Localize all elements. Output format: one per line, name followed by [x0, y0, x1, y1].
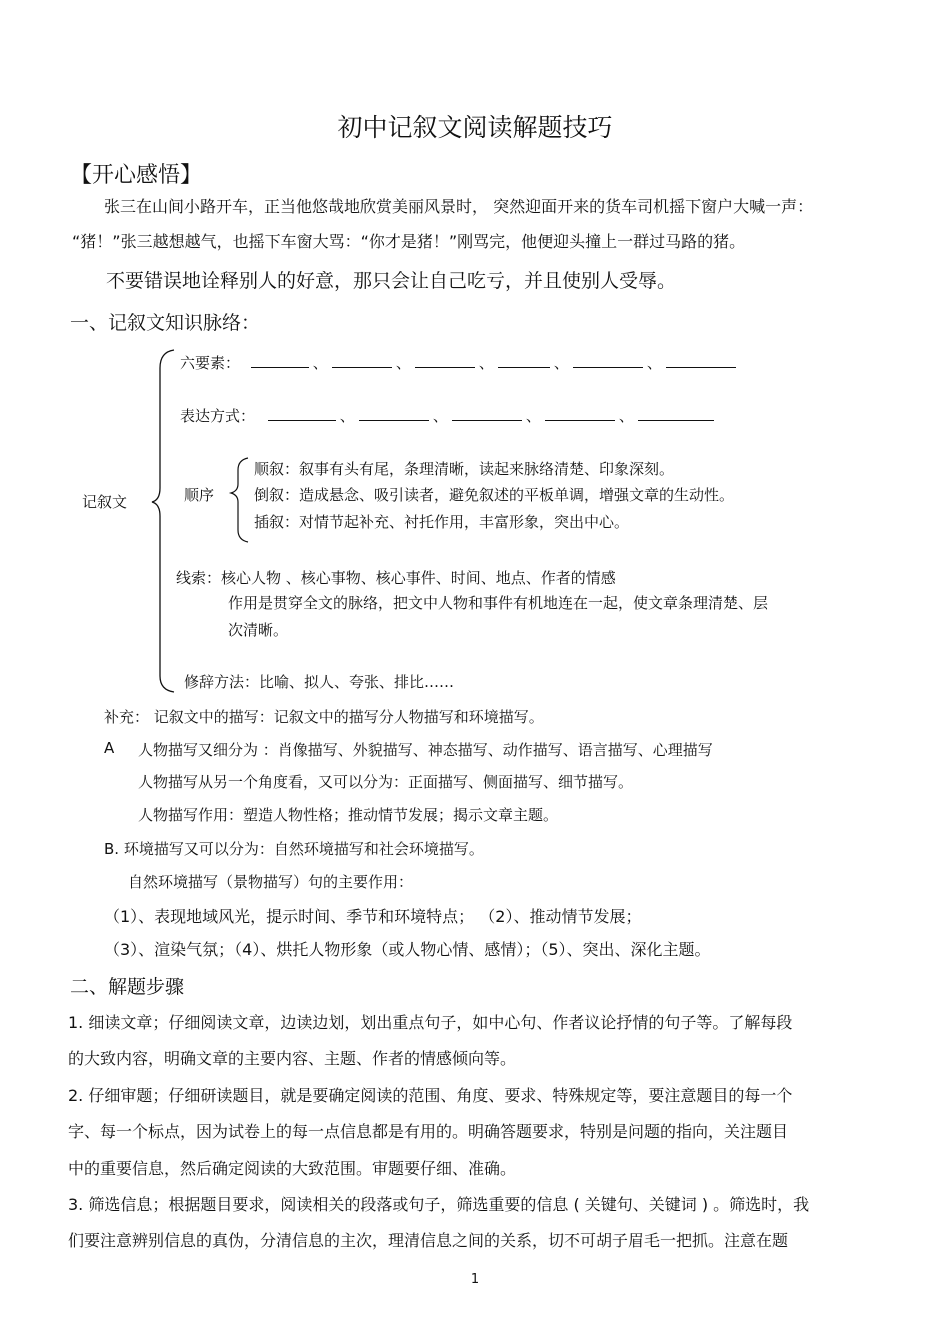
- step-line: 字、每一个标点，因为试卷上的每一点信息都是有用的。明确答题要求，特别是问题的指向，关注题目: [68, 1122, 789, 1141]
- page-number: 1: [470, 1272, 480, 1287]
- blank-2: [359, 406, 429, 421]
- section1-heading: 一、记叙文知识脉络：: [70, 312, 261, 334]
- clue-line-2: 作用是贯穿全文的脉络，把文中人物和事件有机地连在一起，使文章条理清楚、层: [228, 594, 769, 612]
- separator: 、: [646, 354, 662, 372]
- rhetoric-line: 修辞方法：比喻、拟人、夸张、排比……: [184, 673, 455, 691]
- item-a-line-3: 人物描写作用：塑造人物性格；推动情节发展；揭示文章主题。: [138, 806, 559, 824]
- separator: 、: [553, 354, 569, 372]
- step-line: 们要注意辨别信息的真伪，分清信息的主次，理清信息之间的关系，切不可胡子眉毛一把抓。注意在题: [68, 1231, 789, 1250]
- blank-2: [332, 353, 392, 368]
- blank-3: [415, 353, 475, 368]
- blank-4: [498, 353, 550, 368]
- order-brace: [231, 458, 248, 542]
- separator: 、: [478, 354, 494, 372]
- item-b-line-2: 自然环境描写（景物描写）句的主要作用：: [128, 873, 414, 891]
- step-line: 1. 细读文章；仔细阅读文章，边读边划，划出重点句子，如中心句、作者议论抒情的句子等。了解每段: [68, 1013, 793, 1032]
- step-line: 3. 筛选信息；根据题目要求，阅读相关的段落或句子，筛选重要的信息 ( 关键句、关键词 ) 。筛选时，我: [68, 1195, 810, 1214]
- separator: 、: [618, 407, 634, 425]
- order-item-interpolation: 插叙：对情节起补充、衬托作用，丰富形象，突出中心。: [254, 513, 630, 531]
- separator: 、: [432, 407, 448, 425]
- blank-5: [638, 406, 714, 421]
- item-b-line-1: B. 环境描写又可以分为：自然环境描写和社会环境描写。: [104, 840, 484, 858]
- six-elements-label: 六要素：: [180, 354, 241, 372]
- item-a-marker: A: [104, 739, 115, 757]
- order-item-forward: 顺叙：叙事有头有尾，条理清晰，读起来脉络清楚、印象深刻。: [254, 460, 675, 478]
- page-title: 初中记叙文阅读解题技巧: [337, 113, 613, 142]
- expression-row: [180, 405, 714, 426]
- separator: 、: [339, 407, 355, 425]
- item-a-line-1: 人物描写又细分为 ：肖像描写、外貌描写、神态描写、动作描写、语言描写、心理描写: [138, 741, 713, 759]
- expression-label: 表达方式：: [180, 407, 256, 425]
- item-a-line-2: 人物描写从另一个角度看，又可以分为：正面描写、侧面描写、细节描写。: [138, 773, 634, 791]
- separator: 、: [395, 354, 411, 372]
- order-item-flashback: 倒叙：造成悬念、吸引读者，避免叙述的平板单调，增强文章的生动性。: [254, 486, 735, 504]
- blank-5: [573, 353, 643, 368]
- item-b-line-4: （3）、渲染气氛；（4）、烘托人物形象（或人物心情、感情）；（5）、突出、深化主题。: [104, 940, 711, 959]
- root-label: 记叙文: [82, 493, 128, 511]
- step-line: 2. 仔细审题；仔细研读题目，就是要确定阅读的范围、角度、要求、特殊规定等，要注意题目的每一个: [68, 1086, 793, 1105]
- blank-6: [666, 353, 736, 368]
- moral-sentence: 不要错误地诠释别人的好意，那只会让自己吃亏，并且使别人受辱。: [106, 270, 677, 292]
- order-label: 顺序: [184, 486, 215, 504]
- clue-line-3: 次清晰。: [228, 621, 289, 639]
- item-b-line-3: （1）、表现地域风光，提示时间、季节和环境特点； （2）、推动情节发展；: [104, 907, 642, 926]
- six-elements-row: [180, 352, 736, 373]
- separator: 、: [525, 407, 541, 425]
- story-line-1: 张三在山间小路开车，正当他悠哉地欣赏美丽风景时， 突然迎面开来的货车司机摇下窗户大喊一声：: [104, 197, 814, 216]
- main-brace: [152, 350, 174, 692]
- blank-3: [452, 406, 522, 421]
- step-line: 中的重要信息，然后确定阅读的大致范围。审题要仔细、准确。: [68, 1159, 517, 1178]
- section2-heading: 二、解题步骤: [70, 976, 185, 998]
- separator: 、: [312, 354, 328, 372]
- inspiration-heading: 【开心感悟】: [70, 163, 203, 188]
- blank-1: [251, 353, 309, 368]
- blank-4: [545, 406, 615, 421]
- blank-1: [268, 406, 336, 421]
- story-line-2: “猪！”张三越想越气，也摇下车窗大骂：“你才是猪！”刚骂完，他便迎头撞上一群过马路的猪。: [72, 232, 746, 251]
- step-line: 的大致内容，明确文章的主要内容、主题、作者的情感倾向等。: [68, 1049, 517, 1068]
- supplement-line: 补充： 记叙文中的描写：记叙文中的描写分人物描写和环境描写。: [104, 708, 544, 726]
- clue-line-1: 线索：核心人物 、核心事物、核心事件、时间、地点、作者的情感: [176, 569, 616, 587]
